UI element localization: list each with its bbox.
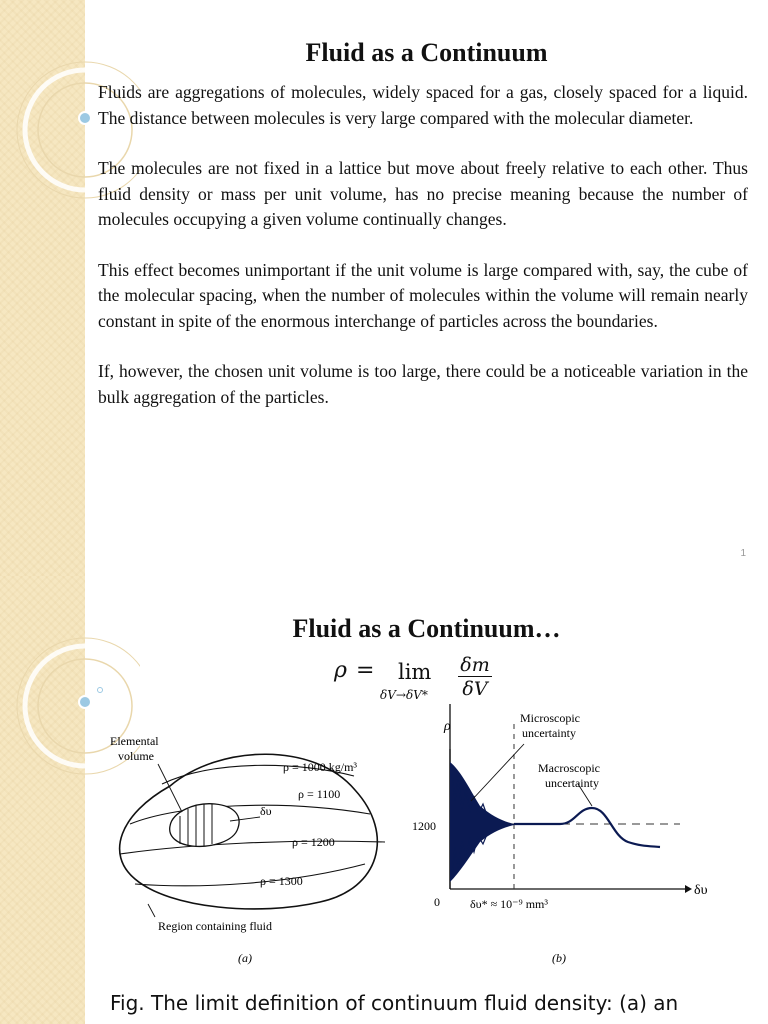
x-axis-arrow [685,885,692,893]
annotation-micro-uncertainty: uncertainty [522,726,576,740]
formula-rho: ρ [334,658,347,683]
density-curve [514,808,660,847]
annotation-macro-uncertainty: uncertainty [545,776,599,790]
figure-caption: Fig. The limit definition of continuum fluid density: (a) an [110,991,679,1015]
isoline [120,841,385,854]
slide-title: Fluid as a Continuum… [292,614,561,643]
slide-title: Fluid as a Continuum [305,38,548,67]
formula-subscript: δV→δV* [380,688,428,702]
label-delta-v: δυ [260,804,272,818]
label-rho-1100: ρ = 1100 [298,787,341,801]
sublabel-b: (b) [552,951,566,965]
leader-line [158,764,182,812]
origin-label: 0 [434,895,440,909]
formula-lim: lim [398,660,432,684]
y-tick-1200: 1200 [412,819,436,833]
label-elemental: Elemental [110,734,159,748]
paragraph: If, however, the chosen unit volume is too large, there could be a noticeable variation in the bulk aggregation of the particles. [98,361,748,407]
paragraph: This effect becomes unimportant if the unit volume is large compared with, say, the cube of the molecular spacing, when the number of molecules within the volume will remain nearly constant in spite of the enormous interchange of particles across the boundaries. [98,259,748,331]
y-axis-label: ρ [444,719,451,734]
label-volume: volume [118,749,154,763]
page-number: 1 [740,548,746,559]
formula-fraction [458,654,492,701]
body-text [98,80,748,435]
label-rho-1000: ρ = 1000 kg/m³ [283,760,358,774]
slide-2 [0,576,768,1024]
annotation-macroscopic: Macroscopic [538,761,600,775]
formula-denominator: δV [462,678,488,700]
delta-v-star-label: δυ* ≈ 10⁻⁹ mm³ [470,897,548,911]
formula-numerator: δm [458,654,492,677]
leader-line [471,744,524,801]
paragraph: Fluids are aggregations of molecules, widely spaced for a gas, closely spaced for a liquid. The distance between molecules is very large compared with the molecular diameter. [98,82,748,128]
label-rho-1200: ρ = 1200 [292,835,335,849]
paragraph: The molecules are not fixed in a lattice but move about freely relative to each other. Thus fluid density or mass per unit volume, has no precise meaning because the number of molecules occupying a given volume continually changes. [98,158,748,229]
label-region: Region containing fluid [158,919,272,933]
isoline [135,864,365,886]
isoline [130,805,370,824]
label-rho-1300: ρ = 1300 [260,874,303,888]
microscopic-fluctuation-band [450,762,514,882]
figure-b [412,704,708,965]
formula-equals: = [356,658,375,683]
x-axis-label: δυ [694,883,708,898]
continuum-density-figure [100,704,720,969]
figure-a [110,734,385,965]
annotation-microscopic: Microscopic [520,711,580,725]
leader-line [148,904,155,917]
sublabel-a: (a) [238,951,252,965]
